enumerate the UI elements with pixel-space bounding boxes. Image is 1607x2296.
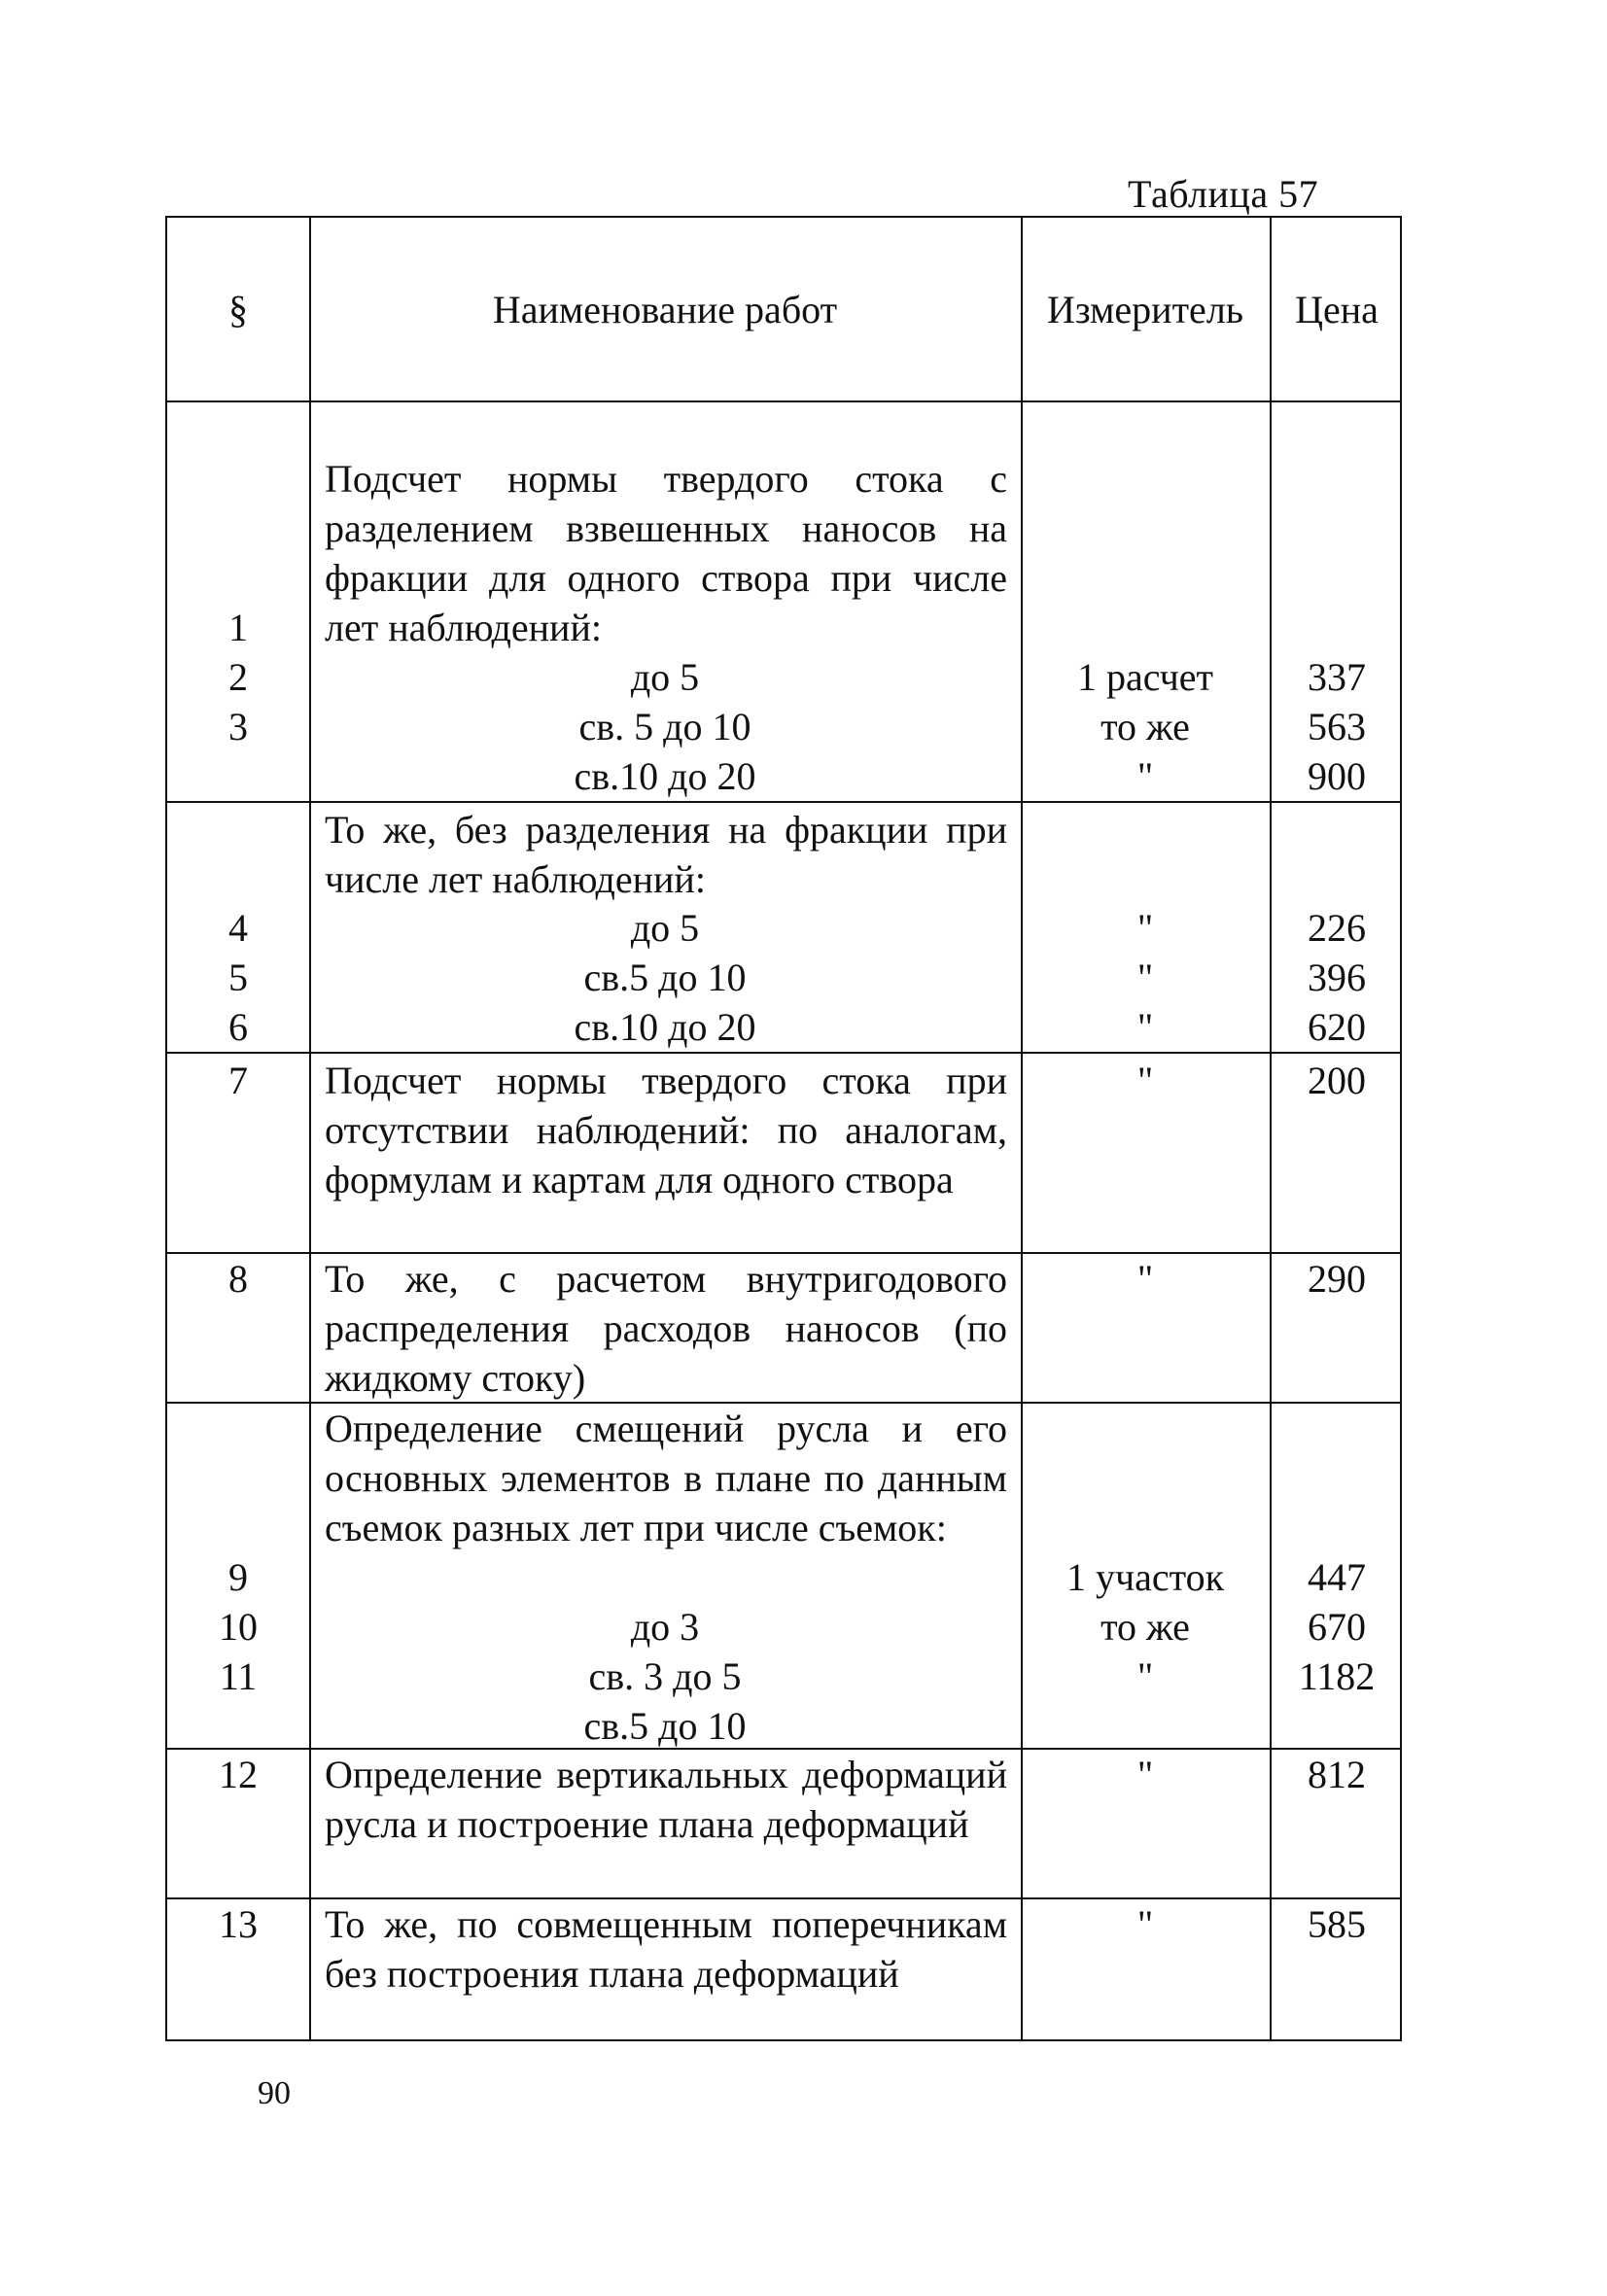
table-caption: Таблица 57 [1128,172,1319,216]
row-subtitle: до 5 [630,906,700,950]
row-subtitle: до 5 [630,655,700,699]
row-12-name: Определение вертикальных деформаций русла и построение плана деформаций [325,1753,1007,1846]
row-num: 9 [228,1555,248,1599]
row-subtitle: до 3 [630,1605,700,1649]
row-unit: " [1136,1257,1154,1301]
row-unit: " [1136,1753,1154,1796]
group-2-name: То же, без разделения на фракции при числе лет наблюдений: [325,808,1007,901]
row-subtitle: св.10 до 20 [574,754,756,798]
row-price: 290 [1308,1257,1366,1301]
row-price: 226 [1308,906,1366,950]
header-price: Цена [1295,287,1379,331]
row-price: 620 [1308,1005,1366,1049]
row-subtitle: св.5 до 10 [583,956,747,999]
row-price: 812 [1308,1753,1366,1796]
row-num: 3 [228,705,248,748]
row-8-name: То же, с расчетом внутригодового распределения расходов наносов (по жидкому стоку) [325,1257,1007,1400]
row-13-name: То же, по совмещенным поперечникам без построения плана деформаций [325,1902,1007,1996]
row-price: 396 [1308,956,1366,999]
row-num: 11 [219,1654,258,1698]
row-num: 1 [228,606,248,649]
row-subtitle: св. 5 до 10 [578,705,751,748]
row-num: 2 [228,655,248,699]
row-num: 5 [228,956,248,999]
row-num: 12 [219,1753,258,1796]
row-price: 1182 [1298,1654,1376,1698]
row-num: 13 [219,1902,258,1946]
row-unit: 1 расчет [1076,655,1214,699]
row-price: 670 [1308,1605,1366,1649]
row-unit: " [1136,906,1154,950]
row-subtitle: св.10 до 20 [574,1005,756,1049]
header-num: § [228,287,248,331]
row-unit: " [1136,1059,1154,1102]
row-num: 6 [228,1005,248,1049]
row-unit: " [1136,956,1154,999]
row-price: 200 [1308,1059,1366,1102]
group-9-name: Определение смещений русла и его основных элементов в плане по данным съемок разных лет при числе съемок: [325,1407,1007,1549]
row-num: 10 [219,1605,258,1649]
row-divider [167,400,1400,402]
row-num: 4 [228,906,248,950]
row-unit: " [1136,1654,1154,1698]
row-unit: " [1136,754,1154,798]
row-divider [167,1052,1400,1054]
row-price: 563 [1308,705,1366,748]
row-num: 7 [228,1059,248,1102]
col-divider [309,218,311,2039]
row-subtitle: св.5 до 10 [583,1704,747,1748]
row-unit: " [1136,1902,1154,1946]
price-table [165,216,1402,2041]
row-unit: 1 участок [1066,1555,1224,1599]
row-unit: " [1136,1005,1154,1049]
group-1-name: Подсчет нормы твердого стока с разделением взвешенных наносов на фракции для одного створа при числе лет наблюдений: [325,457,1007,649]
header-name: Наименование работ [492,287,838,331]
row-num: 8 [228,1257,248,1301]
page-number: 90 [258,2075,291,2111]
row-price: 900 [1308,754,1366,798]
row-price: 585 [1308,1902,1366,1946]
row-divider [167,801,1400,803]
header-unit: Измеритель [1046,287,1244,331]
row-unit: то же [1100,1605,1190,1649]
row-7-name: Подсчет нормы твердого стока при отсутствии наблюдений: по аналогам, формулам и картам для одного створа [325,1059,1007,1201]
row-price: 447 [1308,1555,1366,1599]
row-unit: то же [1100,705,1190,748]
row-price: 337 [1308,655,1366,699]
row-subtitle: св. 3 до 5 [588,1654,742,1698]
